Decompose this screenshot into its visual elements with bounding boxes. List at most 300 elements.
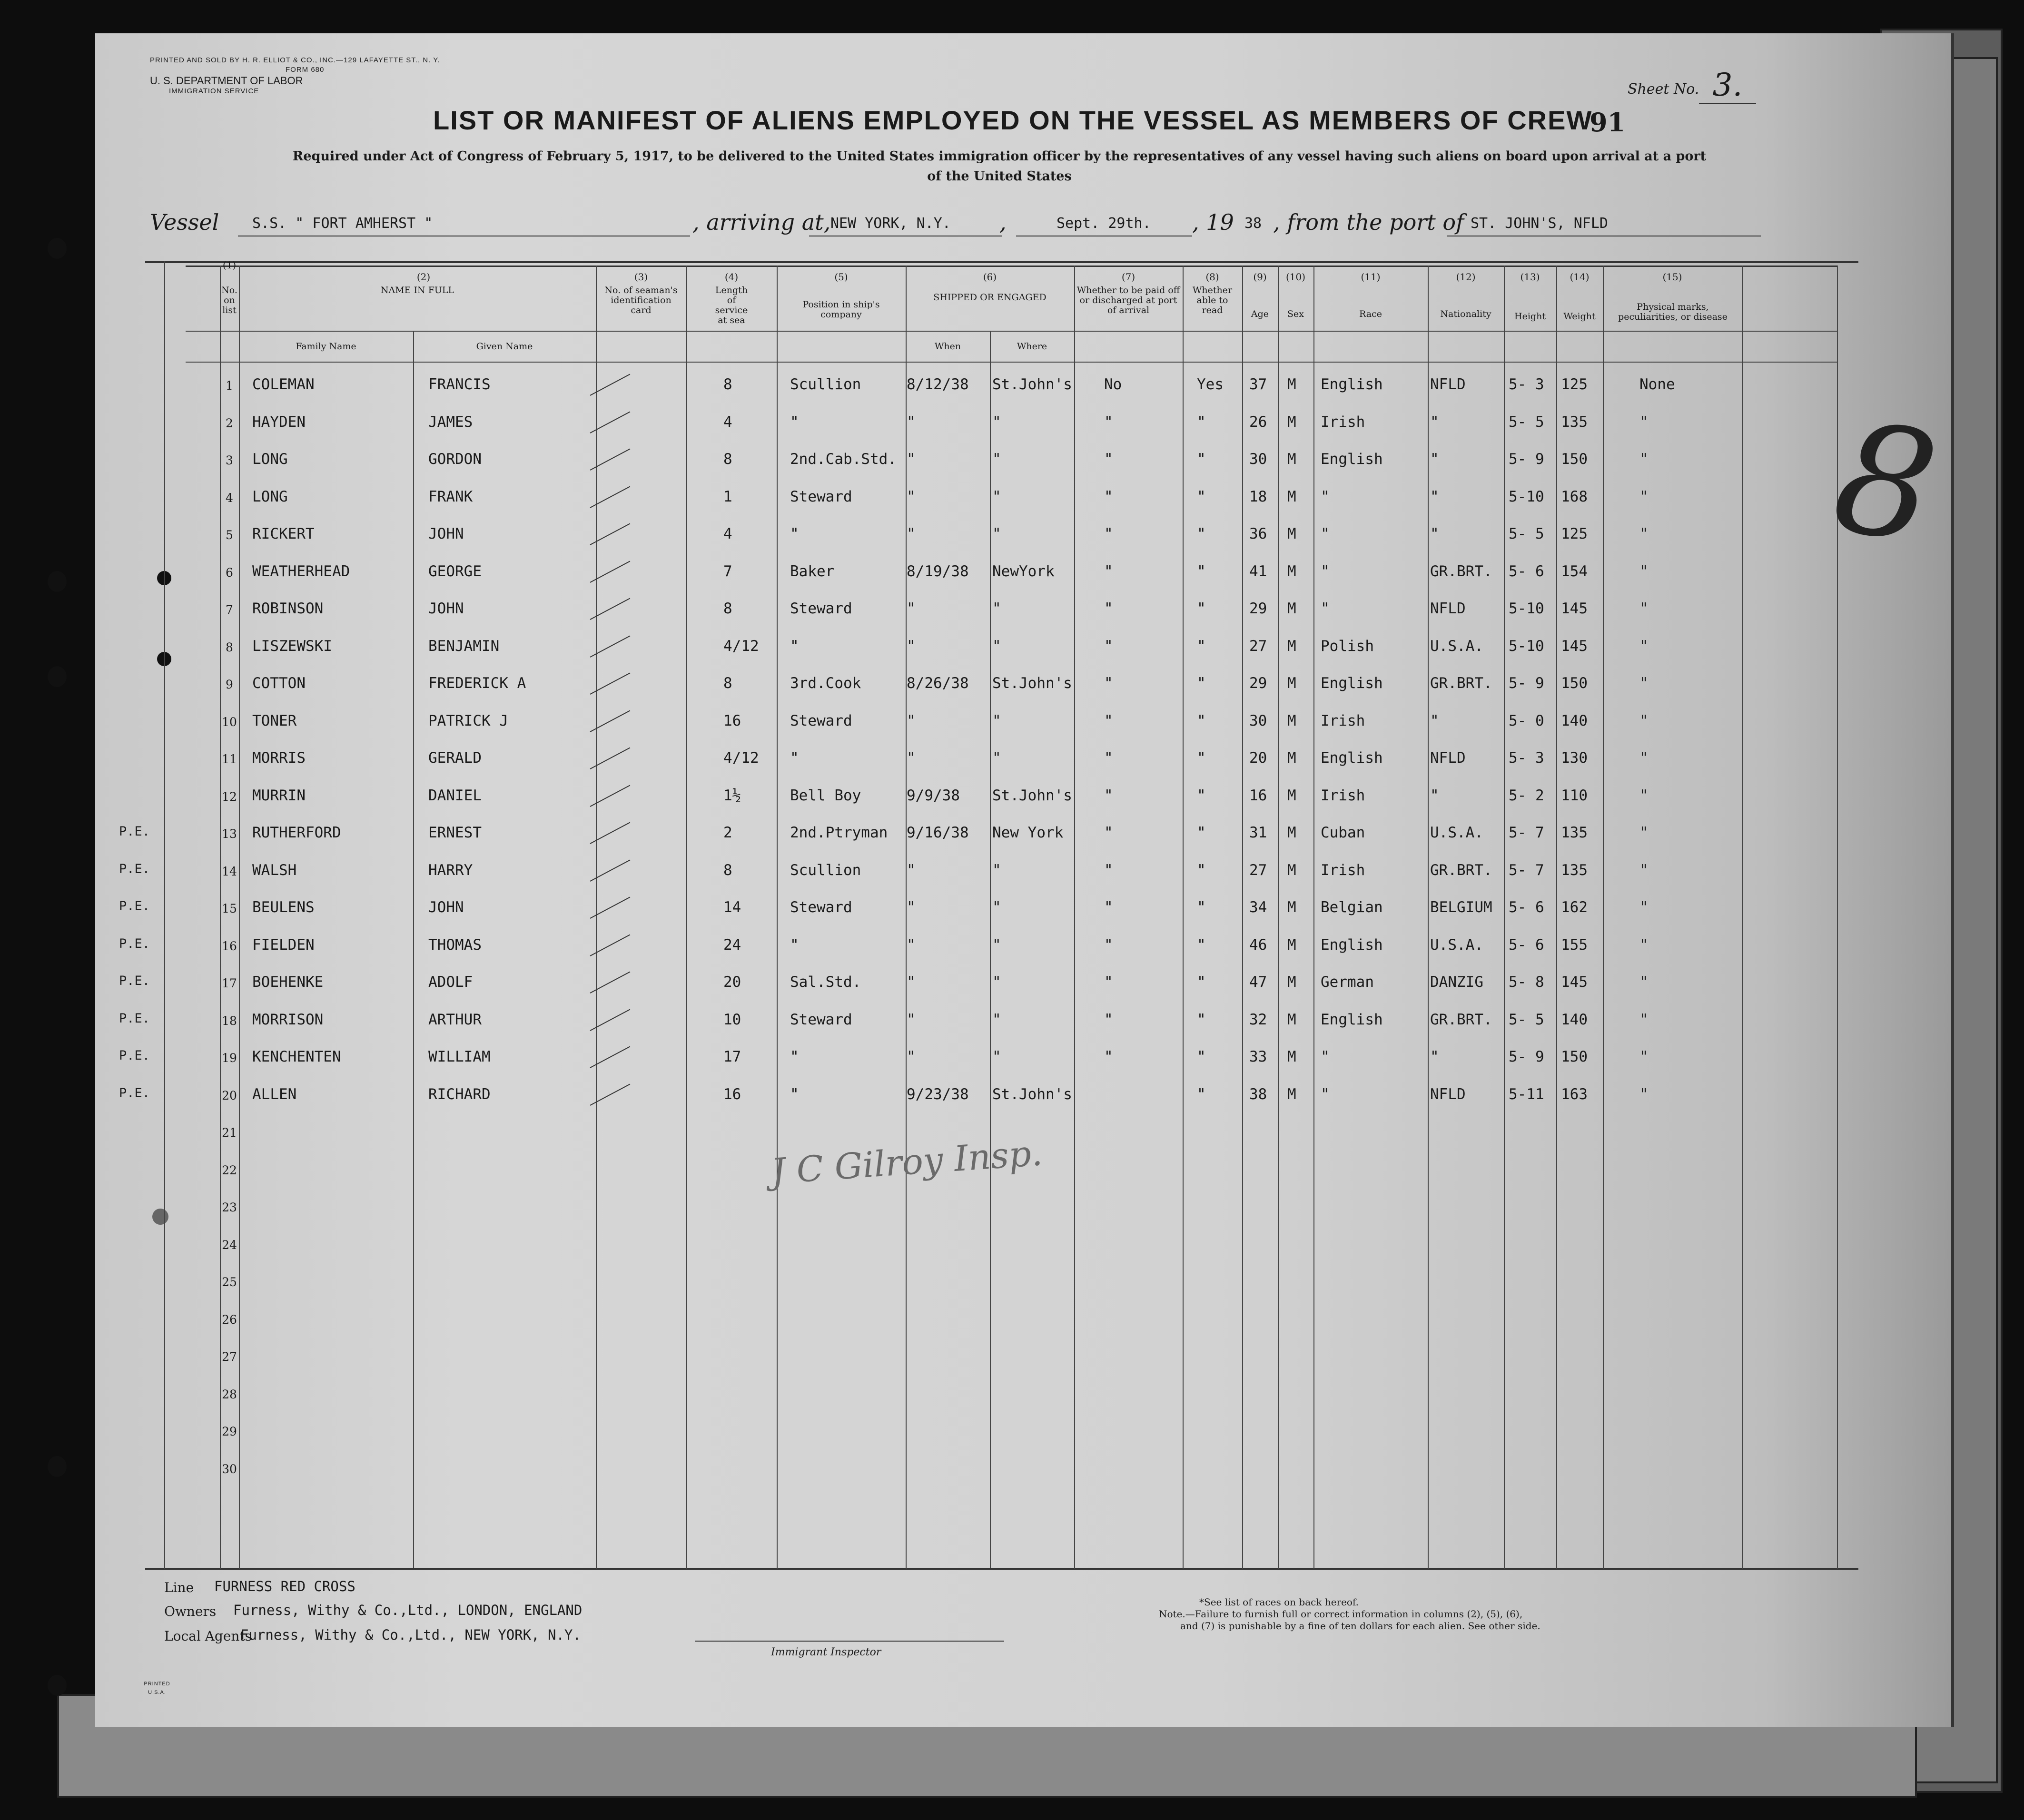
pe-mark: P.E.: [119, 1085, 150, 1101]
age: 20: [1249, 749, 1267, 767]
physical-marks: ": [1639, 974, 1649, 991]
nationality: ": [1430, 787, 1439, 804]
nationality: ": [1430, 413, 1439, 431]
shipped-where: ": [992, 936, 1001, 954]
height: 5- 7: [1509, 861, 1544, 879]
paid-off: ": [1104, 899, 1113, 916]
weight: 135: [1561, 824, 1588, 841]
race: Polish: [1321, 637, 1374, 655]
paid-off: ": [1104, 525, 1113, 542]
given-name: DANIEL: [428, 787, 482, 804]
height: 5- 5: [1509, 413, 1544, 431]
departure-port: ST. JOHN'S, NFLD: [1471, 215, 1608, 232]
able-to-read: ": [1197, 712, 1206, 729]
age: 16: [1249, 787, 1267, 804]
weight: 155: [1561, 936, 1588, 954]
header-shipped-engaged: SHIPPED OR ENGAGED: [933, 292, 1047, 303]
age: 27: [1249, 861, 1267, 879]
family-name: MORRISON: [252, 1011, 324, 1028]
nationality: GR.BRT.: [1430, 1011, 1492, 1028]
col-num: (15): [1662, 271, 1682, 283]
row-number: 22: [222, 1163, 237, 1177]
position: ": [790, 936, 799, 954]
given-name: JOHN: [428, 525, 464, 542]
race: ": [1321, 1085, 1330, 1103]
family-name: ROBINSON: [252, 600, 324, 617]
col-num: (7): [1121, 271, 1135, 283]
row-number: 21: [222, 1126, 237, 1140]
paid-off: ": [1104, 451, 1113, 468]
row-number: 29: [222, 1425, 237, 1438]
fine-note: Note.—Failure to furnish full or correct information in columns (2), (5), (6),: [1159, 1608, 1523, 1620]
age: 38: [1249, 1085, 1267, 1103]
age: 47: [1249, 974, 1267, 991]
height: 5-10: [1509, 637, 1544, 655]
nationality: DANZIG: [1430, 974, 1483, 991]
row-number: 3: [226, 453, 233, 467]
family-name: MORRIS: [252, 749, 306, 767]
shipped-where: St.John's: [992, 787, 1072, 804]
given-name: FREDERICK A: [428, 675, 526, 692]
race: Irish: [1321, 787, 1365, 804]
nationality: ": [1430, 525, 1439, 542]
position: ": [790, 525, 799, 542]
sex: M: [1287, 749, 1296, 767]
row-number: 1: [226, 379, 233, 393]
weight: 125: [1561, 525, 1588, 542]
nationality: ": [1430, 712, 1439, 729]
able-to-read: ": [1197, 1048, 1206, 1065]
length-of-service: 4: [723, 525, 732, 542]
paid-off: ": [1104, 600, 1113, 617]
shipped-where: ": [992, 525, 1001, 542]
shipped-where: ": [992, 488, 1001, 505]
family-name: TONER: [252, 712, 297, 729]
given-name: GERALD: [428, 749, 482, 767]
given-name: JOHN: [428, 899, 464, 916]
height: 5-10: [1509, 600, 1544, 617]
header-height: Height: [1514, 311, 1546, 322]
sex: M: [1287, 600, 1296, 617]
able-to-read: ": [1197, 861, 1206, 879]
sex: M: [1287, 637, 1296, 655]
row-number: 4: [226, 491, 233, 505]
age: 36: [1249, 525, 1267, 542]
position: ": [790, 1085, 799, 1103]
length-of-service: 1: [723, 488, 732, 505]
owners-value: Furness, Withy & Co.,Ltd., LONDON, ENGLAND: [233, 1602, 583, 1618]
row-number: 20: [222, 1088, 237, 1102]
shipped-when: ": [907, 899, 916, 916]
physical-marks: ": [1639, 1048, 1649, 1065]
family-name: RUTHERFORD: [252, 824, 341, 841]
paid-off: ": [1104, 861, 1113, 879]
able-to-read: ": [1197, 562, 1206, 580]
race: Irish: [1321, 712, 1365, 729]
header-paid-off: Whether to be paid off or discharged at port of arrival: [1076, 285, 1180, 315]
paid-off: ": [1104, 488, 1113, 505]
given-name: JOHN: [428, 600, 464, 617]
paid-off: ": [1104, 562, 1113, 580]
sex: M: [1287, 1085, 1296, 1103]
paid-off: No: [1104, 376, 1122, 393]
length-of-service: 8: [723, 376, 732, 393]
able-to-read: ": [1197, 824, 1206, 841]
position: Steward: [790, 899, 852, 916]
header-age: Age: [1251, 309, 1269, 319]
row-number: 15: [222, 902, 237, 915]
weight: 135: [1561, 861, 1588, 879]
family-name: WEATHERHEAD: [252, 562, 350, 580]
given-name: ARTHUR: [428, 1011, 482, 1028]
position: 3rd.Cook: [790, 675, 861, 692]
paid-off: ": [1104, 749, 1113, 767]
sex: M: [1287, 787, 1296, 804]
shipped-when: ": [907, 413, 916, 431]
row-number: 16: [222, 939, 237, 953]
header-sex: Sex: [1287, 309, 1304, 319]
header-position: Position in ship's company: [802, 299, 880, 320]
nationality: ": [1430, 1048, 1439, 1065]
height: 5- 9: [1509, 451, 1544, 468]
given-name: ERNEST: [428, 824, 482, 841]
weight: 145: [1561, 600, 1588, 617]
physical-marks: ": [1639, 1085, 1649, 1103]
shipped-where: ": [992, 600, 1001, 617]
weight: 140: [1561, 1011, 1588, 1028]
shipped-where: St.John's: [992, 675, 1072, 692]
given-name: FRANK: [428, 488, 473, 505]
race: Cuban: [1321, 824, 1365, 841]
nationality: NFLD: [1430, 376, 1466, 393]
shipped-when: ": [907, 600, 916, 617]
pe-mark: P.E.: [119, 936, 150, 951]
able-to-read: Yes: [1197, 376, 1224, 393]
physical-marks: ": [1639, 413, 1649, 431]
inspector-label: Immigrant Inspector: [771, 1646, 881, 1658]
position: Steward: [790, 1011, 852, 1028]
paid-off: ": [1104, 413, 1113, 431]
able-to-read: ": [1197, 413, 1206, 431]
col-num: (1): [222, 259, 237, 271]
length-of-service: 7: [723, 562, 732, 580]
weight: 140: [1561, 712, 1588, 729]
length-of-service: 24: [723, 936, 741, 954]
nationality: U.S.A.: [1430, 637, 1483, 655]
row-number: 9: [226, 678, 233, 691]
given-name: PATRICK J: [428, 712, 508, 729]
row-number: 12: [222, 789, 237, 804]
paid-off: ": [1104, 1011, 1113, 1028]
inspector-signature: J C Gilroy Insp.: [770, 1132, 1044, 1192]
race: ": [1321, 562, 1330, 580]
race: English: [1321, 749, 1383, 767]
stamp-number: 91: [1590, 107, 1626, 138]
binder-hole: [48, 666, 67, 687]
col-num: (11): [1361, 271, 1381, 283]
able-to-read: ": [1197, 451, 1206, 468]
row-number: 13: [222, 827, 237, 841]
col-num: (8): [1205, 271, 1219, 283]
agents-value: Furness, Withy & Co.,Ltd., NEW YORK, N.Y.: [240, 1627, 581, 1643]
family-name: BEULENS: [252, 899, 315, 916]
height: 5- 9: [1509, 1048, 1544, 1065]
binder-hole: [48, 1456, 67, 1477]
physical-marks: ": [1639, 675, 1649, 692]
row-number: 7: [226, 603, 233, 617]
sex: M: [1287, 824, 1296, 841]
shipped-when: 9/23/38: [907, 1085, 969, 1103]
height: 5- 9: [1509, 675, 1544, 692]
row-number: 2: [226, 416, 233, 430]
nationality: ": [1430, 488, 1439, 505]
nationality: BELGIUM: [1430, 899, 1492, 916]
age: 41: [1249, 562, 1267, 580]
row-number: 28: [222, 1387, 237, 1401]
physical-marks: ": [1639, 824, 1649, 841]
sex: M: [1287, 562, 1296, 580]
weight: 110: [1561, 787, 1588, 804]
row-number: 30: [222, 1462, 237, 1476]
age: 29: [1249, 675, 1267, 692]
physical-marks: ": [1639, 861, 1649, 879]
paid-off: ": [1104, 637, 1113, 655]
race: English: [1321, 936, 1383, 954]
line-value: FURNESS RED CROSS: [214, 1578, 355, 1594]
position: 2nd.Cab.Std.: [790, 451, 897, 468]
family-name: LONG: [252, 451, 288, 468]
able-to-read: ": [1197, 787, 1206, 804]
family-name: COLEMAN: [252, 376, 315, 393]
row-number: 27: [222, 1350, 237, 1364]
department-name: U. S. DEPARTMENT OF LABOR: [150, 75, 303, 87]
height: 5- 6: [1509, 936, 1544, 954]
paid-off: ": [1104, 824, 1113, 841]
weight: 150: [1561, 451, 1588, 468]
age: 37: [1249, 376, 1267, 393]
shipped-when: 9/16/38: [907, 824, 969, 841]
row-number: 5: [226, 528, 233, 542]
row-number: 23: [222, 1200, 237, 1214]
shipped-when: ": [907, 525, 916, 542]
col-num: (6): [983, 271, 997, 283]
shipped-when: 8/19/38: [907, 562, 969, 580]
able-to-read: ": [1197, 637, 1206, 655]
row-number: 24: [222, 1238, 237, 1252]
sex: M: [1287, 861, 1296, 879]
shipped-where: ": [992, 712, 1001, 729]
family-name: RICKERT: [252, 525, 315, 542]
height: 5- 2: [1509, 787, 1544, 804]
shipped-where: New York: [992, 824, 1064, 841]
length-of-service: 8: [723, 600, 732, 617]
family-name: ALLEN: [252, 1085, 297, 1103]
physical-marks: ": [1639, 637, 1649, 655]
weight: 130: [1561, 749, 1588, 767]
position: 2nd.Ptryman: [790, 824, 888, 841]
length-of-service: 4: [723, 413, 732, 431]
age: 30: [1249, 451, 1267, 468]
position: Baker: [790, 562, 835, 580]
weight: 145: [1561, 974, 1588, 991]
sex: M: [1287, 974, 1296, 991]
family-name: WALSH: [252, 861, 297, 879]
sheet-label: Sheet No.: [1628, 81, 1699, 98]
given-name: THOMAS: [428, 936, 482, 954]
shipped-when: ": [907, 861, 916, 879]
position: ": [790, 1048, 799, 1065]
header-when: When: [934, 341, 961, 352]
length-of-service: 8: [723, 451, 732, 468]
age: 30: [1249, 712, 1267, 729]
shipped-when: ": [907, 974, 916, 991]
length-of-service: 16: [723, 712, 741, 729]
family-name: MURRIN: [252, 787, 306, 804]
given-name: GORDON: [428, 451, 482, 468]
row-number: 11: [222, 752, 237, 766]
shipped-where: ": [992, 637, 1001, 655]
header-where: Where: [1017, 341, 1047, 352]
length-of-service: 8: [723, 861, 732, 879]
length-of-service: 16: [723, 1085, 741, 1103]
length-of-service: 10: [723, 1011, 741, 1028]
race: Belgian: [1321, 899, 1383, 916]
length-of-service: 14: [723, 899, 741, 916]
weight: 125: [1561, 376, 1588, 393]
shipped-where: ": [992, 1048, 1001, 1065]
given-name: BENJAMIN: [428, 637, 500, 655]
nationality: GR.BRT.: [1430, 562, 1492, 580]
nationality: NFLD: [1430, 1085, 1466, 1103]
row-number: 26: [222, 1312, 237, 1327]
sheet-number: 3.: [1699, 67, 1756, 104]
nationality: GR.BRT.: [1430, 675, 1492, 692]
position: ": [790, 749, 799, 767]
race: ": [1321, 1048, 1330, 1065]
header-id-card: No. of seaman's identification card: [604, 285, 678, 315]
agents-label: Local Agents: [164, 1628, 252, 1644]
race: Irish: [1321, 861, 1365, 879]
arrival-date: Sept. 29th.: [1056, 215, 1151, 232]
position: Sal.Std.: [790, 974, 861, 991]
position: Scullion: [790, 376, 861, 393]
physical-marks: ": [1639, 451, 1649, 468]
position: Steward: [790, 488, 852, 505]
shipped-where: ": [992, 413, 1001, 431]
age: 46: [1249, 936, 1267, 954]
race: English: [1321, 675, 1383, 692]
row-number: 25: [222, 1275, 237, 1289]
header-no-on-list: No. on list: [221, 285, 237, 315]
page-title: LIST OR MANIFEST OF ALIENS EMPLOYED ON THE VESSEL AS MEMBERS OF CREW: [433, 105, 1593, 135]
family-name: KENCHENTEN: [252, 1048, 341, 1065]
header-given-name: Given Name: [476, 341, 533, 352]
able-to-read: ": [1197, 899, 1206, 916]
sex: M: [1287, 525, 1296, 542]
col-num: (4): [724, 271, 739, 283]
shipped-where: ": [992, 861, 1001, 879]
physical-marks: ": [1639, 712, 1649, 729]
physical-marks: ": [1639, 1011, 1649, 1028]
shipped-when: ": [907, 451, 916, 468]
weight: 154: [1561, 562, 1588, 580]
header-weight: Weight: [1563, 311, 1596, 322]
family-name: LONG: [252, 488, 288, 505]
sex: M: [1287, 1011, 1296, 1028]
row-number: 19: [222, 1051, 237, 1065]
row-number: 8: [226, 640, 233, 654]
pe-mark: P.E.: [119, 1048, 150, 1063]
physical-marks: ": [1639, 936, 1649, 954]
pe-mark: P.E.: [119, 1011, 150, 1026]
race: German: [1321, 974, 1374, 991]
row-number: 14: [222, 864, 237, 878]
year-prefix: , 19: [1192, 209, 1234, 235]
race: ": [1321, 600, 1330, 617]
arriving-label: , arriving at,: [692, 209, 831, 235]
row-number: 18: [222, 1013, 237, 1028]
able-to-read: ": [1197, 1011, 1206, 1028]
height: 5- 8: [1509, 974, 1544, 991]
sex: M: [1287, 899, 1296, 916]
height: 5- 6: [1509, 899, 1544, 916]
col-num: (2): [416, 271, 431, 283]
length-of-service: 4/12: [723, 749, 759, 767]
shipped-when: ": [907, 1011, 916, 1028]
shipped-when: 8/12/38: [907, 376, 969, 393]
height: 5- 3: [1509, 376, 1544, 393]
physical-marks: None: [1639, 376, 1675, 393]
weight: 145: [1561, 637, 1588, 655]
union-label: PRINTED U.S.A.: [144, 1681, 170, 1695]
race: English: [1321, 1011, 1383, 1028]
header-length-service: Length of service at sea: [715, 285, 748, 325]
height: 5-10: [1509, 488, 1544, 505]
col-num: (10): [1285, 271, 1306, 283]
header-nationality: Nationality: [1440, 309, 1491, 319]
age: 33: [1249, 1048, 1267, 1065]
family-name: FIELDEN: [252, 936, 315, 954]
given-name: ADOLF: [428, 974, 473, 991]
physical-marks: ": [1639, 787, 1649, 804]
age: 32: [1249, 1011, 1267, 1028]
shipped-where: ": [992, 451, 1001, 468]
shipped-when: ": [907, 712, 916, 729]
paid-off: ": [1104, 712, 1113, 729]
height: 5- 6: [1509, 562, 1544, 580]
col-num: (13): [1520, 271, 1540, 283]
pe-mark: P.E.: [119, 861, 150, 876]
sex: M: [1287, 1048, 1296, 1065]
sex: M: [1287, 451, 1296, 468]
age: 26: [1249, 413, 1267, 431]
age: 29: [1249, 600, 1267, 617]
position: Steward: [790, 712, 852, 729]
nationality: ": [1430, 451, 1439, 468]
height: 5- 0: [1509, 712, 1544, 729]
shipped-where: ": [992, 899, 1001, 916]
position: ": [790, 637, 799, 655]
length-of-service: 1½: [723, 787, 741, 804]
weight: 135: [1561, 413, 1588, 431]
shipped-when: ": [907, 936, 916, 954]
position: ": [790, 413, 799, 431]
physical-marks: ": [1639, 562, 1649, 580]
pe-mark: P.E.: [119, 974, 150, 988]
printer-line: PRINTED AND SOLD BY H. R. ELLIOT & CO., INC.—129 LAFAYETTE ST., N. Y.: [150, 56, 440, 64]
shipped-when: 9/9/38: [907, 787, 960, 804]
nationality: U.S.A.: [1430, 824, 1483, 841]
